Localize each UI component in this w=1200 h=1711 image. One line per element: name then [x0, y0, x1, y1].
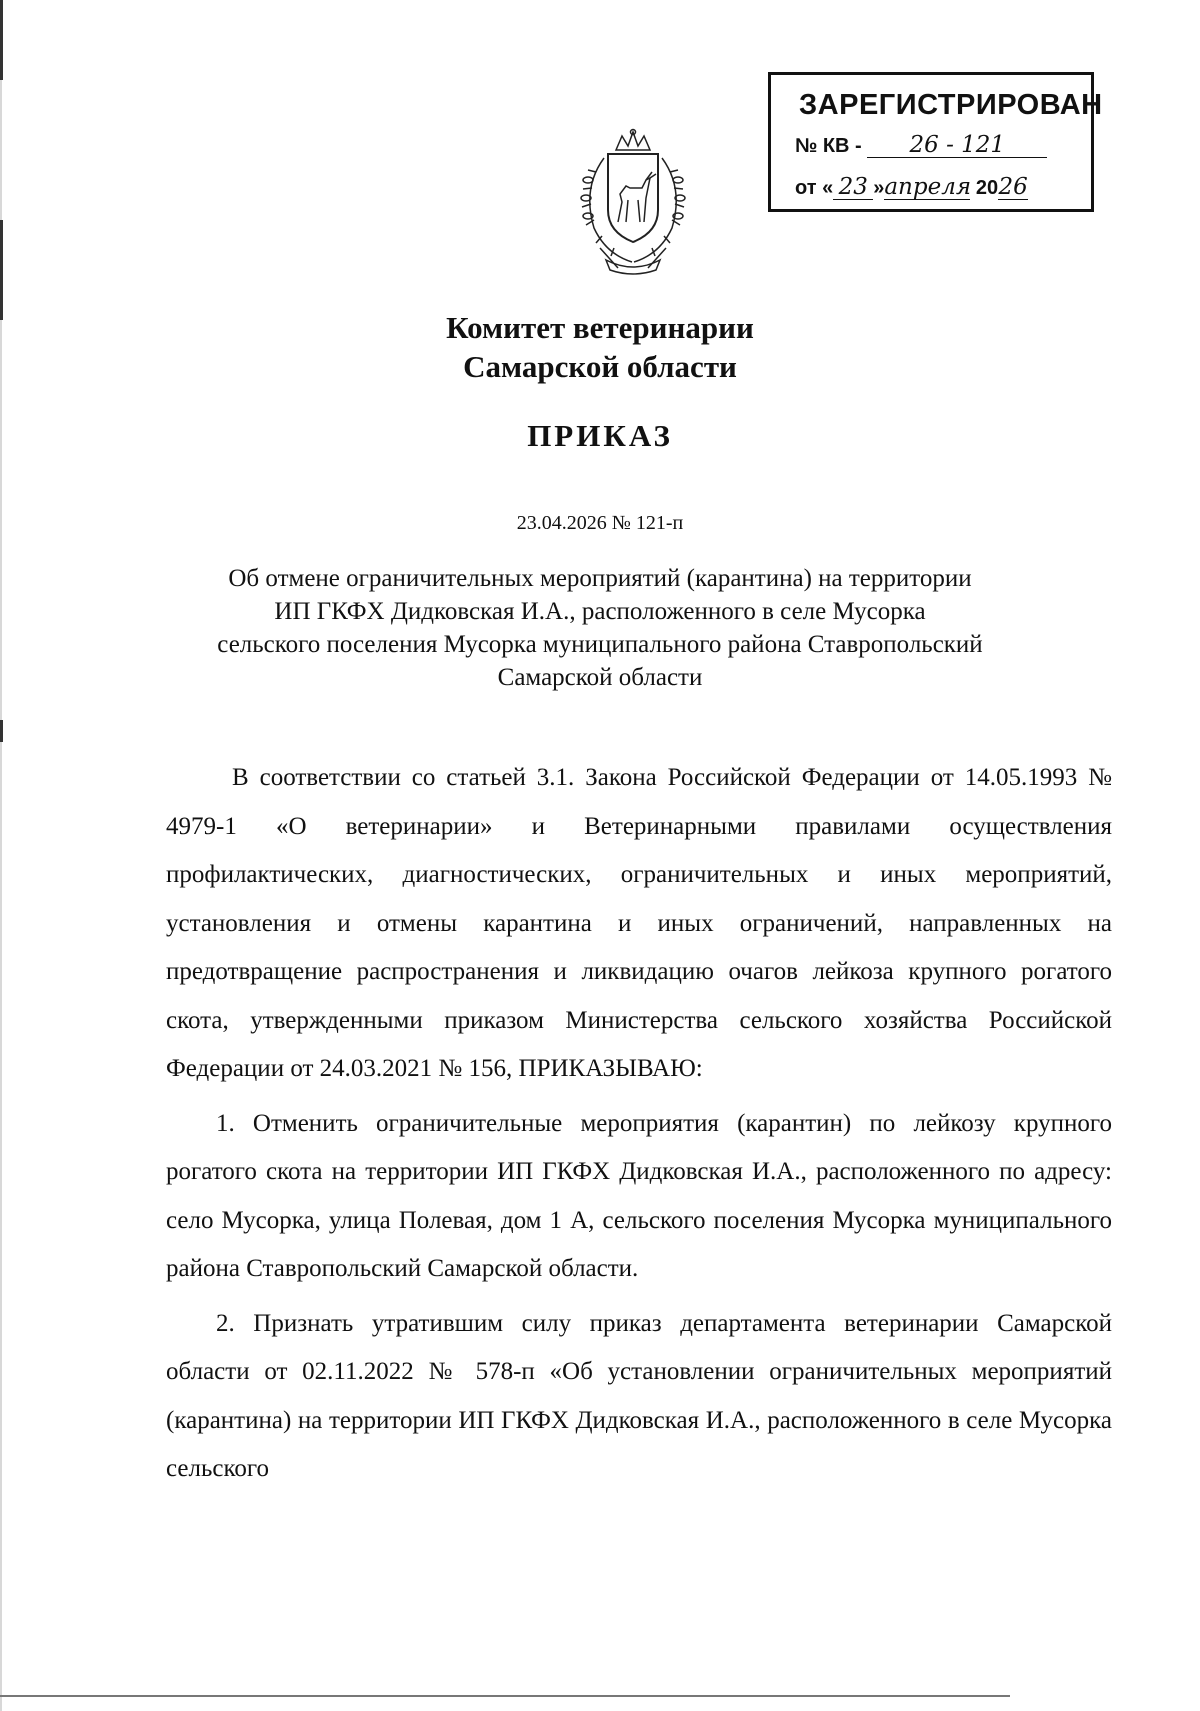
subject-line: сельского поселения Мусорка муниципального района Ставропольский	[217, 631, 983, 658]
scan-mark	[0, 720, 3, 742]
stamp-date-year-prefix: 20	[975, 177, 999, 199]
subject-line: Об отмене ограничительных мероприятий (карантина) на территории	[228, 565, 972, 592]
subject-line: ИП ГКФХ Дидковская И.А., расположенного в селе Мусорка	[274, 598, 926, 625]
stamp-date-day: 23	[833, 175, 873, 200]
stamp-number-handwritten: 26 - 121	[867, 133, 1047, 158]
scan-mark	[0, 0, 3, 80]
stamp-date-line	[795, 175, 1028, 200]
registration-stamp	[768, 72, 1103, 212]
preamble-paragraph: В соответствии со статьей 3.1. Закона Российской Федерации от 14.05.1993 № 4979-1 «О ветеринарии» и Ветеринарными правилами осуществления профилактических, диагностических, ограничительных и иных мероприятий, установления и отмены карантина и иных ограничений, направленных на предотвращение распространения и ликвидацию очагов лейкоза крупного рогатого скота, утвержденными приказом Министерства сельского хозяйства Российской Федерации от 24.03.2021 № 156, ПРИКАЗЫВАЮ:	[166, 764, 1112, 1082]
stamp-date-mid: »	[873, 177, 885, 199]
document-type: ПРИКАЗ	[527, 418, 673, 453]
document-subject	[0, 562, 1200, 694]
order-item-2: 2. Признать утратившим силу приказ департамента ветеринарии Самарской области от 02.11.2022 № 578-п «Об установлении ограничительных мероприятий (карантина) на территории ИП ГКФХ Дидковская И.А., расположенного в селе Мусорка сельского	[166, 1309, 1112, 1482]
organization-name-line2: Самарской области	[463, 349, 737, 384]
stamp-number-line	[795, 133, 1047, 158]
scan-mark	[0, 220, 3, 320]
stamp-number-prefix: № КВ -	[795, 135, 862, 157]
stamp-date-month: апреля	[884, 174, 972, 200]
samara-coat-of-arms-icon	[566, 128, 700, 278]
document-date-number: 23.04.2026 № 121-п	[516, 512, 684, 534]
organization-name	[0, 308, 1200, 386]
scan-edge-bottom	[0, 1695, 1010, 1697]
document-body	[166, 754, 1112, 1494]
stamp-date-prefix: от «	[795, 177, 834, 199]
subject-line: Самарской области	[497, 664, 703, 691]
order-item-1: 1. Отменить ограничительные мероприятия (карантин) по лейкозу крупного рогатого скота на территории ИП ГКФХ Дидковская И.А., расположенного по адресу: село Мусорка, улица Полевая, дом 1 А, сельского поселения Мусорка муниципального района Ставропольский Самарской области.	[166, 1109, 1112, 1282]
stamp-date-year-suffix: 26	[998, 174, 1028, 200]
stamp-title: ЗАРЕГИСТРИРОВАН	[799, 89, 1103, 121]
organization-name-line1: Комитет ветеринарии	[446, 310, 754, 345]
